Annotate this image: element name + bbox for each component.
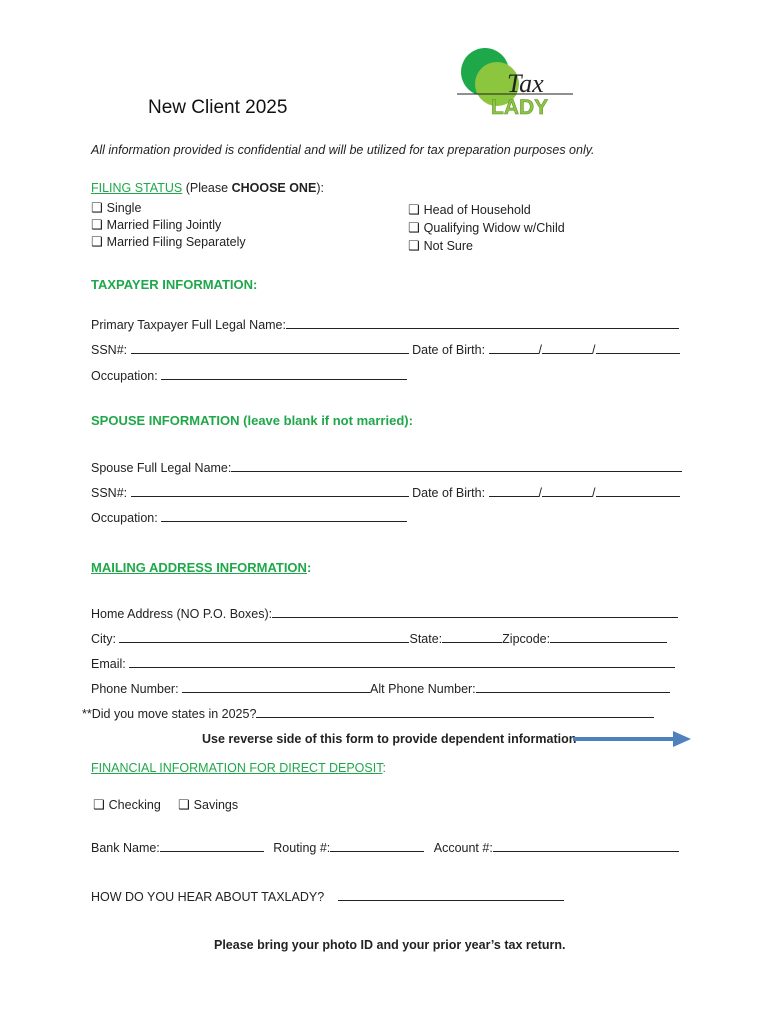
checkbox-icon[interactable]: ❑ xyxy=(408,238,420,253)
filing-option-married-jointly[interactable] xyxy=(91,217,221,233)
taxpayer-name-label: Primary Taxpayer Full Legal Name: xyxy=(91,318,286,332)
right-arrow-icon xyxy=(573,731,693,747)
logo-text-tax: Tax xyxy=(507,69,544,98)
financial-heading-colon: : xyxy=(382,761,386,775)
spouse-dob-year[interactable] xyxy=(596,485,680,497)
filing-status-heading xyxy=(91,181,324,195)
option-label: Qualifying Widow w/Child xyxy=(423,221,565,235)
spouse-heading: SPOUSE INFORMATION (leave blank if not married): xyxy=(91,413,413,428)
phone-field[interactable] xyxy=(182,681,370,693)
phone-label: Phone Number: xyxy=(91,682,179,696)
account-label: Account #: xyxy=(433,841,493,855)
email-row xyxy=(91,656,675,671)
account-field[interactable] xyxy=(493,840,679,852)
zipcode-field[interactable] xyxy=(550,631,667,643)
bank-name-field[interactable] xyxy=(160,840,264,852)
taxpayer-dob-label: Date of Birth: xyxy=(412,343,486,357)
mailing-heading-text: MAILING ADDRESS INFORMATION xyxy=(91,560,307,575)
option-label: Single xyxy=(106,201,142,215)
checking-label: Checking xyxy=(108,798,161,812)
moved-states-field[interactable] xyxy=(256,706,654,718)
taxpayer-name-field[interactable] xyxy=(286,317,679,329)
referral-field[interactable] xyxy=(338,889,564,901)
account-type-checking[interactable] xyxy=(93,797,161,813)
zipcode-label: Zipcode: xyxy=(502,632,551,646)
home-address-label: Home Address (NO P.O. Boxes): xyxy=(91,607,273,621)
filing-option-head-of-household[interactable] xyxy=(408,202,531,218)
spouse-name-label: Spouse Full Legal Name: xyxy=(91,461,232,475)
referral-label: HOW DO YOU HEAR ABOUT TAXLADY? xyxy=(91,890,325,904)
moved-states-label: **Did you move states in 2025? xyxy=(82,707,257,721)
financial-heading-text: FINANCIAL INFORMATION FOR DIRECT DEPOSIT xyxy=(91,761,383,775)
option-label: Not Sure xyxy=(423,239,473,253)
checkbox-icon[interactable]: ❑ xyxy=(91,200,103,215)
taxpayer-name-row xyxy=(91,317,679,332)
mailing-heading xyxy=(91,560,311,575)
checkbox-icon[interactable]: ❑ xyxy=(91,217,103,232)
option-label: Head of Household xyxy=(423,203,531,217)
filing-status-hint-bold: CHOOSE ONE xyxy=(231,181,317,195)
spouse-name-field[interactable] xyxy=(231,460,682,472)
taxpayer-dob-month[interactable] xyxy=(489,342,539,354)
option-label: Married Filing Separately xyxy=(106,235,246,249)
city-field[interactable] xyxy=(119,631,409,643)
city-state-zip-row xyxy=(91,631,667,646)
taxpayer-ssn-field[interactable] xyxy=(131,342,409,354)
taxpayer-dob-year[interactable] xyxy=(596,342,680,354)
taxpayer-ssn-label: SSN#: xyxy=(91,343,128,357)
mailing-heading-colon: : xyxy=(306,560,312,575)
confidentiality-note: All information provided is confidential and will be utilized for tax preparation purposes only. xyxy=(91,143,595,157)
page-title: New Client 2025 xyxy=(148,97,288,118)
bank-name-label: Bank Name: xyxy=(91,841,160,855)
routing-field[interactable] xyxy=(330,840,424,852)
referral-row xyxy=(91,889,564,904)
spouse-ssn-row: SSN#: Date of Birth: / / xyxy=(91,485,680,500)
home-address-row xyxy=(91,606,678,621)
state-label: State: xyxy=(409,632,443,646)
spouse-ssn-field[interactable] xyxy=(131,485,409,497)
bank-row xyxy=(91,840,679,855)
taxpayer-occupation-field[interactable] xyxy=(161,368,407,380)
filing-option-qualifying-widow[interactable] xyxy=(408,220,565,236)
footer-note: Please bring your photo ID and your prior year’s tax return. xyxy=(214,938,566,952)
filing-option-single[interactable] xyxy=(91,200,141,216)
savings-label: Savings xyxy=(193,798,239,812)
checkbox-icon[interactable]: ❑ xyxy=(408,202,420,217)
taxpayer-dob-day[interactable] xyxy=(542,342,592,354)
reverse-side-note: Use reverse side of this form to provide dependent information xyxy=(202,732,577,746)
taxpayer-occupation-row xyxy=(91,368,407,383)
spouse-occupation-row xyxy=(91,510,407,525)
taxpayer-occupation-label: Occupation: xyxy=(91,369,158,383)
spouse-dob-day[interactable] xyxy=(542,485,592,497)
spouse-occupation-field[interactable] xyxy=(161,510,407,522)
spouse-name-row xyxy=(91,460,682,475)
spouse-dob-month[interactable] xyxy=(489,485,539,497)
option-label: Married Filing Jointly xyxy=(106,218,222,232)
checkbox-icon[interactable]: ❑ xyxy=(408,220,420,235)
alt-phone-field[interactable] xyxy=(476,681,670,693)
alt-phone-label: Alt Phone Number: xyxy=(370,682,476,696)
checkbox-icon[interactable]: ❑ xyxy=(178,797,190,812)
spouse-occupation-label: Occupation: xyxy=(91,511,158,525)
filing-status-hint-close: ): xyxy=(316,181,324,195)
taxpayer-ssn-row: SSN#: Date of Birth: / / xyxy=(91,342,680,357)
checkbox-icon[interactable]: ❑ xyxy=(91,234,103,249)
city-label: City: xyxy=(91,632,116,646)
taxpayer-heading: TAXPAYER INFORMATION: xyxy=(91,277,258,292)
filing-option-married-separately[interactable] xyxy=(91,234,246,250)
account-type-savings[interactable] xyxy=(178,797,238,813)
tax-lady-logo xyxy=(455,48,575,120)
logo-text-lady: LADY xyxy=(491,96,549,119)
routing-label: Routing #: xyxy=(273,841,331,855)
spouse-ssn-label: SSN#: xyxy=(91,486,128,500)
filing-status-title: FILING STATUS xyxy=(91,181,183,195)
spouse-dob-label: Date of Birth: xyxy=(412,486,486,500)
financial-heading xyxy=(91,761,386,775)
checkbox-icon[interactable]: ❑ xyxy=(93,797,105,812)
moved-states-row xyxy=(82,706,654,721)
email-field[interactable] xyxy=(129,656,675,668)
home-address-field[interactable] xyxy=(272,606,678,618)
filing-option-not-sure[interactable] xyxy=(408,238,473,254)
filing-status-hint-open: (Please xyxy=(182,181,232,195)
state-field[interactable] xyxy=(442,631,502,643)
email-label: Email: xyxy=(91,657,126,671)
phone-row xyxy=(91,681,670,696)
